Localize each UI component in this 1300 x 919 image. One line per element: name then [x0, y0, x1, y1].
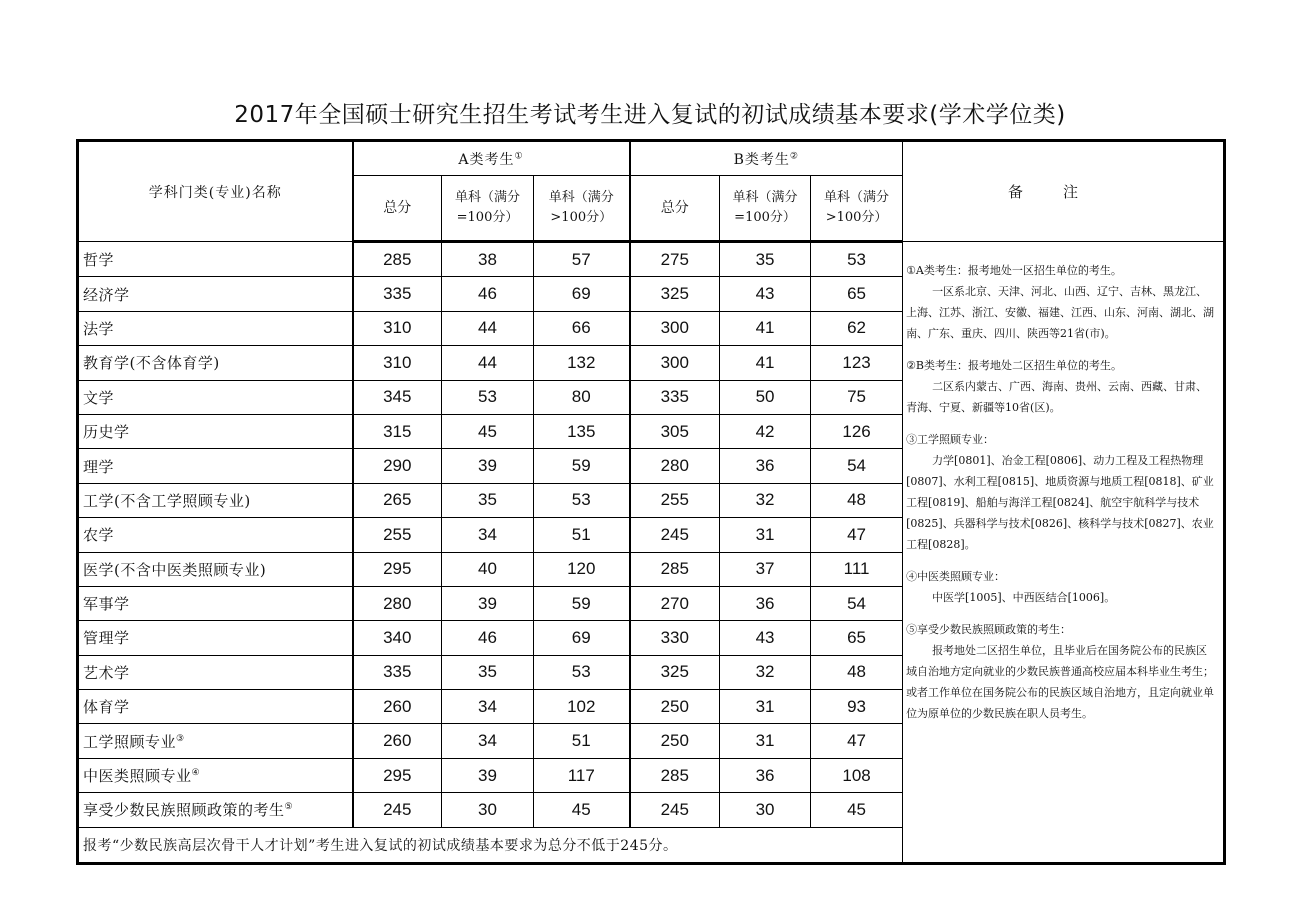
major-name-cell	[78, 621, 353, 655]
b-total-cell: 325	[630, 277, 720, 311]
remark-head: ①A类考生：报考地处一区招生单位的考生。	[906, 264, 1122, 277]
a-total-cell: 280	[353, 586, 442, 620]
a-single-gt100-cell: 69	[534, 277, 630, 311]
b-total-cell: 280	[630, 449, 720, 483]
b-single-100-cell: 43	[720, 621, 811, 655]
a-single-100-cell: 44	[442, 311, 534, 345]
b-total-cell: 285	[630, 758, 720, 792]
a-total-cell: 340	[353, 621, 442, 655]
b-single-gt100-cell: 111	[811, 552, 903, 586]
b-single-gt100-header: 单科（满分>100分）	[811, 176, 903, 242]
a-total-cell: 290	[353, 449, 442, 483]
a-single-gt100-cell: 45	[534, 793, 630, 827]
b-total-cell: 285	[630, 552, 720, 586]
a-total-cell: 310	[353, 346, 442, 380]
b-single-gt100-cell: 45	[811, 793, 903, 827]
b-single-100-cell: 32	[720, 483, 811, 517]
a-single-gt100-cell: 53	[534, 655, 630, 689]
major-name-cell	[78, 758, 353, 792]
major-name-cell	[78, 518, 353, 552]
remark-engineering	[906, 429, 1215, 555]
major-name: 中医类照顾专业	[83, 767, 192, 786]
table-row	[78, 242, 1225, 277]
major-name-cell	[78, 793, 353, 827]
b-single-100-cell: 50	[720, 380, 811, 414]
major-name-cell	[78, 414, 353, 448]
a-single-100-cell: 34	[442, 518, 534, 552]
a-total-cell: 295	[353, 758, 442, 792]
major-name-cell	[78, 655, 353, 689]
a-total-cell: 345	[353, 380, 442, 414]
b-total-cell: 255	[630, 483, 720, 517]
b-single-gt100-cell: 54	[811, 586, 903, 620]
a-single-gt100-cell: 117	[534, 758, 630, 792]
a-single-100-header: 单科（满分=100分）	[442, 176, 534, 242]
remark-head: ②B类考生：报考地处二区招生单位的考生。	[906, 359, 1123, 372]
major-name: 经济学	[83, 285, 130, 304]
a-total-cell: 335	[353, 277, 442, 311]
b-single-gt100-cell: 54	[811, 449, 903, 483]
a-total-cell: 310	[353, 311, 442, 345]
b-single-gt100-cell: 65	[811, 277, 903, 311]
remark-b-class	[906, 355, 1215, 418]
b-single-100-cell: 41	[720, 346, 811, 380]
group-a-footnote-mark: ①	[514, 150, 524, 161]
a-single-100-cell: 53	[442, 380, 534, 414]
a-single-100-cell: 38	[442, 242, 534, 277]
a-single-gt100-header: 单科（满分>100分）	[534, 176, 630, 242]
b-single-100-cell: 31	[720, 518, 811, 552]
b-total-cell: 270	[630, 586, 720, 620]
a-single-gt100-cell: 120	[534, 552, 630, 586]
a-total-cell: 265	[353, 483, 442, 517]
b-total-cell: 275	[630, 242, 720, 277]
remark-body: 力学[0801]、冶金工程[0806]、动力工程及工程热物理[0807]、水利工程[0815]、地质资源与地质工程[0818]、矿业工程[0819]、船舶与海洋工程[0824]、航空宇航科学与技术[0825]、兵器科学与技术[0826]、核科学与技术[0827]、农业工程[0828]。	[906, 454, 1214, 551]
a-single-100-cell: 35	[442, 483, 534, 517]
b-total-cell: 250	[630, 724, 720, 758]
major-name: 历史学	[83, 423, 130, 442]
b-total-cell: 245	[630, 518, 720, 552]
footnote-mark: ④	[191, 768, 201, 779]
a-single-100-cell: 40	[442, 552, 534, 586]
a-single-100-cell: 39	[442, 586, 534, 620]
major-name-cell	[78, 277, 353, 311]
b-single-100-cell: 30	[720, 793, 811, 827]
a-single-100-cell: 44	[442, 346, 534, 380]
b-single-100-cell: 42	[720, 414, 811, 448]
major-name: 法学	[83, 319, 115, 338]
remark-body: 一区系北京、天津、河北、山西、辽宁、吉林、黑龙江、上海、江苏、浙江、安徽、福建、江西、山东、河南、湖北、湖南、广东、重庆、四川、陕西等21省(市)。	[906, 285, 1215, 340]
major-name-cell	[78, 483, 353, 517]
a-total-cell: 335	[353, 655, 442, 689]
footer-note: 报考“少数民族高层次骨干人才计划”考生进入复试的初试成绩基本要求为总分不低于245分。	[78, 827, 903, 863]
major-name-cell	[78, 380, 353, 414]
a-single-100-cell: 35	[442, 655, 534, 689]
b-single-gt100-cell: 47	[811, 724, 903, 758]
b-single-100-cell: 31	[720, 690, 811, 724]
a-total-cell: 315	[353, 414, 442, 448]
major-name: 文学	[83, 388, 115, 407]
major-name: 教育学(不含体育学)	[83, 354, 220, 373]
a-single-100-cell: 34	[442, 724, 534, 758]
a-single-gt100-cell: 102	[534, 690, 630, 724]
major-name-cell	[78, 552, 353, 586]
b-single-100-cell: 32	[720, 655, 811, 689]
a-single-gt100-cell: 53	[534, 483, 630, 517]
b-total-cell: 245	[630, 793, 720, 827]
remarks-cell	[903, 242, 1225, 864]
b-single-100-cell: 31	[720, 724, 811, 758]
major-column-header: 学科门类(专业)名称	[78, 141, 353, 242]
group-a-header	[353, 141, 630, 176]
b-single-gt100-cell: 93	[811, 690, 903, 724]
b-single-100-cell: 36	[720, 586, 811, 620]
major-name: 哲学	[83, 250, 115, 269]
footnote-mark: ⑤	[284, 802, 294, 813]
major-name: 体育学	[83, 698, 130, 717]
group-b-header	[630, 141, 903, 176]
a-single-gt100-cell: 135	[534, 414, 630, 448]
a-total-cell: 260	[353, 690, 442, 724]
remark-body: 中医学[1005]、中西医结合[1006]。	[932, 591, 1116, 604]
major-name-cell	[78, 242, 353, 277]
a-single-100-cell: 46	[442, 277, 534, 311]
page-title: 2017年全国硕士研究生招生考试考生进入复试的初试成绩基本要求(学术学位类)	[234, 102, 1066, 128]
b-total-cell: 330	[630, 621, 720, 655]
b-single-100-cell: 41	[720, 311, 811, 345]
remark-head: ⑤享受少数民族照顾政策的考生：	[906, 623, 1072, 636]
b-single-100-cell: 43	[720, 277, 811, 311]
b-single-gt100-cell: 47	[811, 518, 903, 552]
major-name-cell	[78, 346, 353, 380]
major-name-cell	[78, 724, 353, 758]
a-single-gt100-cell: 51	[534, 518, 630, 552]
a-single-100-cell: 46	[442, 621, 534, 655]
b-single-100-header: 单科（满分=100分）	[720, 176, 811, 242]
a-single-gt100-cell: 51	[534, 724, 630, 758]
remark-minority	[906, 619, 1215, 724]
a-single-100-cell: 34	[442, 690, 534, 724]
major-name: 军事学	[83, 595, 130, 614]
b-single-gt100-cell: 123	[811, 346, 903, 380]
b-total-cell: 305	[630, 414, 720, 448]
b-single-gt100-cell: 65	[811, 621, 903, 655]
b-total-cell: 300	[630, 311, 720, 345]
major-name-cell	[78, 311, 353, 345]
b-single-gt100-cell: 48	[811, 483, 903, 517]
major-name: 医学(不含中医类照顾专业)	[83, 560, 267, 579]
major-name-cell	[78, 449, 353, 483]
a-single-gt100-cell: 66	[534, 311, 630, 345]
b-total-cell: 300	[630, 346, 720, 380]
a-total-cell: 295	[353, 552, 442, 586]
remark-a-class	[906, 260, 1215, 344]
b-single-gt100-cell: 75	[811, 380, 903, 414]
major-name: 艺术学	[83, 663, 130, 682]
a-total-cell: 245	[353, 793, 442, 827]
footnote-mark: ③	[176, 733, 185, 744]
remark-head: ④中医类照顾专业：	[906, 570, 1006, 583]
a-total-cell: 285	[353, 242, 442, 277]
major-name: 管理学	[83, 629, 130, 648]
a-single-100-cell: 45	[442, 414, 534, 448]
b-single-100-cell: 36	[720, 758, 811, 792]
major-name-cell	[78, 586, 353, 620]
a-single-100-cell: 39	[442, 758, 534, 792]
b-total-cell: 250	[630, 690, 720, 724]
b-single-100-cell: 35	[720, 242, 811, 277]
major-name: 享受少数民族照顾政策的考生	[83, 801, 285, 820]
a-single-gt100-cell: 132	[534, 346, 630, 380]
remark-body: 报考地处二区招生单位，且毕业后在国务院公布的民族区域自治地方定向就业的少数民族普通高校应届本科毕业生考生；或者工作单位在国务院公布的民族区域自治地方，且定向就业单位为原单位的少数民族在职人员考生。	[906, 644, 1215, 720]
a-single-100-cell: 39	[442, 449, 534, 483]
group-b-footnote-mark: ②	[789, 150, 799, 161]
major-name: 工学照顾专业	[83, 732, 177, 751]
major-name: 农学	[83, 526, 115, 545]
b-single-gt100-cell: 53	[811, 242, 903, 277]
b-total-cell: 325	[630, 655, 720, 689]
major-name: 工学(不含工学照顾专业)	[83, 491, 251, 510]
b-single-100-cell: 37	[720, 552, 811, 586]
group-a-label: A类考生	[458, 151, 515, 168]
b-single-gt100-cell: 108	[811, 758, 903, 792]
group-b-label: B类考生	[733, 151, 790, 168]
major-name-cell	[78, 690, 353, 724]
a-total-cell: 260	[353, 724, 442, 758]
a-total-cell: 255	[353, 518, 442, 552]
major-name: 理学	[83, 457, 115, 476]
a-single-gt100-cell: 80	[534, 380, 630, 414]
a-total-header: 总分	[353, 176, 442, 242]
a-single-gt100-cell: 59	[534, 586, 630, 620]
remarks-header: 备注	[903, 141, 1225, 242]
b-total-header: 总分	[630, 176, 720, 242]
b-single-100-cell: 36	[720, 449, 811, 483]
score-table	[76, 139, 1226, 865]
remark-tcm	[906, 566, 1215, 608]
b-single-gt100-cell: 48	[811, 655, 903, 689]
a-single-gt100-cell: 57	[534, 242, 630, 277]
remark-body: 二区系内蒙古、广西、海南、贵州、云南、西藏、甘肃、青海、宁夏、新疆等10省(区)。	[906, 380, 1208, 414]
b-single-gt100-cell: 126	[811, 414, 903, 448]
b-single-gt100-cell: 62	[811, 311, 903, 345]
a-single-100-cell: 30	[442, 793, 534, 827]
a-single-gt100-cell: 69	[534, 621, 630, 655]
remark-head: ③工学照顾专业：	[906, 433, 995, 446]
a-single-gt100-cell: 59	[534, 449, 630, 483]
b-total-cell: 335	[630, 380, 720, 414]
